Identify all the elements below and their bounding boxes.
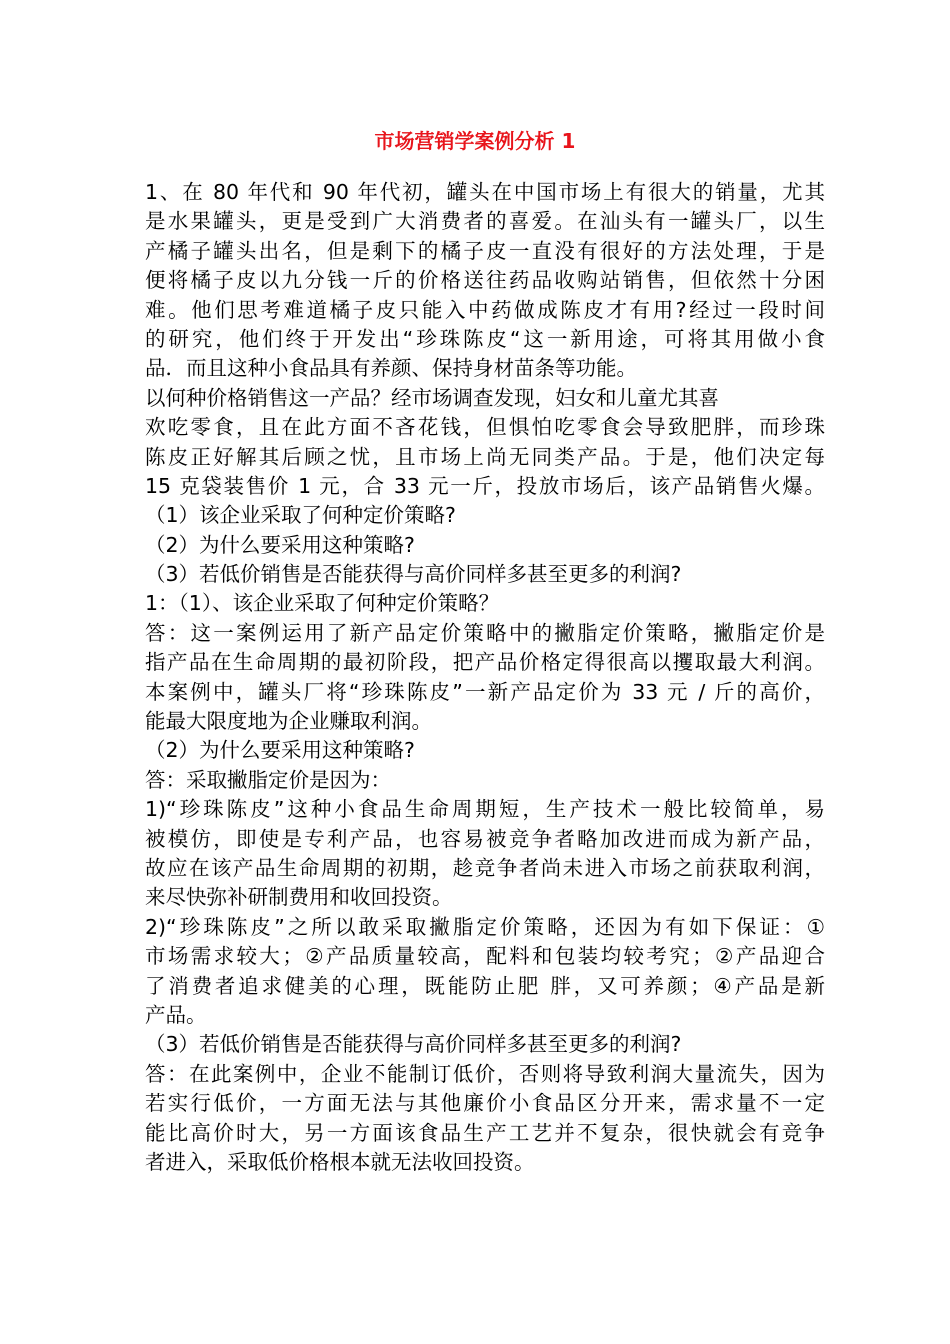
text-line: （2）为什么要采用这种策略? <box>145 738 415 763</box>
text-line: 欢吃零食，且在此方面不吝花钱，但惧怕吃零食会导致肥胖，而珍珠 <box>145 415 825 440</box>
text-line: 了消费者追求健美的心理，既能防止肥 胖，又可养颜；④产品是新 <box>145 973 825 998</box>
text-line: 是水果罐头，更是受到广大消费者的喜爱。在汕头有一罐头厂，以生 <box>145 209 825 234</box>
text-line: 以何种价格销售这一产品？经市场调查发现，妇女和儿童尤其喜 <box>145 385 719 410</box>
text-line: 15 克袋装售价 1 元，合 33 元一斤，投放市场后，该产品销售火爆。 <box>145 473 825 498</box>
text-line: 1：（1）、该企业采取了何种定价策略？ <box>145 591 500 616</box>
text-line: 陈皮正好解其后顾之忧，且市场上尚无同类产品。于是，他们决定每 <box>145 444 825 469</box>
text-line: 能比高价时大，另一方面该食品生产工艺并不复杂，很快就会有竞争 <box>145 1120 825 1145</box>
text-line: 的研究，他们终于开发出“珍珠陈皮“这一新用途，可将其用做小食 <box>145 326 825 351</box>
text-line: 1)“珍珠陈皮”这种小食品生命周期短，生产技术一般比较简单，易 <box>145 797 825 822</box>
text-line: 答：在此案例中，企业不能制订低价，否则将导致利润大量流失，因为 <box>145 1061 825 1086</box>
document-body <box>145 178 825 1177</box>
text-line: 产品。 <box>145 1002 207 1027</box>
text-line: 品．而且这种小食品具有养颜、保持身材苗条等功能。 <box>145 356 637 381</box>
text-line: 2)“珍珠陈皮”之所以敢采取撇脂定价策略，还因为有如下保证：① <box>145 914 825 939</box>
text-line: （2）为什么要采用这种策略? <box>145 532 415 557</box>
text-line: 本案例中，罐头厂将“珍珠陈皮”一新产品定价为 33 元 / 斤的高价， <box>145 679 825 704</box>
text-line: 若实行低价，一方面无法与其他廉价小食品区分开来，需求量不一定 <box>145 1091 825 1116</box>
text-line: 被模仿，即使是专利产品，也容易被竞争者略加改进而成为新产品， <box>145 826 825 851</box>
text-line: 来尽快弥补研制费用和收回投资。 <box>145 885 453 910</box>
text-line: （3）若低价销售是否能获得与高价同样多甚至更多的利润? <box>145 562 682 587</box>
text-line: 指产品在生命周期的最初阶段，把产品价格定得很高以攫取最大利润。 <box>145 650 825 675</box>
text-line: 市场需求较大；②产品质量较高，配料和包装均较考究；②产品迎合 <box>145 944 825 969</box>
text-line: 便将橘子皮以九分钱一斤的价格送往药品收购站销售，但依然十分困 <box>145 268 825 293</box>
text-line: 难。他们思考难道橘子皮只能入中药做成陈皮才有用?经过一段时间 <box>145 297 825 322</box>
text-line: （3）若低价销售是否能获得与高价同样多甚至更多的利润? <box>145 1032 682 1057</box>
text-line: （1）该企业采取了何种定价策略? <box>145 503 456 528</box>
document-title: 市场营销学案例分析 1 <box>374 129 576 153</box>
text-line: 故应在该产品生命周期的初期，趁竞争者尚未进入市场之前获取利润， <box>145 855 825 880</box>
text-line: 能最大限度地为企业赚取利润。 <box>145 709 432 734</box>
text-line: 答：这一案例运用了新产品定价策略中的撇脂定价策略，撇脂定价是 <box>145 620 825 645</box>
text-line: 者进入，采取低价格根本就无法收回投资。 <box>145 1149 535 1174</box>
text-line: 产橘子罐头出名，但是剩下的橘子皮一直没有很好的方法处理，于是 <box>145 238 825 263</box>
text-line: 1、在 80 年代和 90 年代初，罐头在中国市场上有很大的销量，尤其 <box>145 180 825 204</box>
text-line: 答：采取撇脂定价是因为： <box>145 767 391 792</box>
